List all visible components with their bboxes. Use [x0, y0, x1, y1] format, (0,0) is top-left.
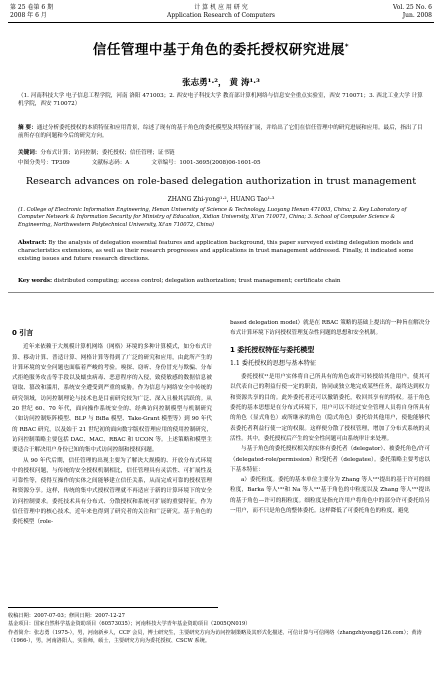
keywords-en — [18, 278, 424, 286]
affiliation-cn: （1. 河南科技大学 电子信息工程学院，河南 洛阳 471003；2. 西安电子科技大学 教育部计算机网络与信息安全重点实验室，西安 710071；3. 西北工业大学 计算机学院，西安 710072） — [18, 93, 423, 107]
section1-paragraph-1: 委托授权¹¹是用户实体将自己所具有的角色或许可转授给其他用户，使其可以代表自己的利益行使一定的职责，协同或独立地完成某些任务，最终达到权力和资源共享的目的。此外委托者还可以撤销委托，收回其享有的特权。基于角色委托的基本思想是在分布式环境下，用户可以不经过安全管理人员将自身所具有的角色（显式角色）或所继承的角色（隐式角色）委托给其他用户，使他能够代表委托者利益行使一定的权限。这样便分散了授权管理，增加了分布式系统的灵活性。其中，委托授权后产生的安全性问题可由系统审计来处理。 — [230, 374, 430, 442]
abstract-en-text: By the analysis of delegation essential features and application background, this paper surveyed existing delegation models and characteristics extensions, as well as their research progresses and applications in trust management addressed. Finally, it indicated some existing issues and future research directions. — [18, 240, 414, 262]
abstract-cn-text: 通过分析委托授权的本质特征和应用背景，综述了现有的基于角色的委托模型及其特征扩展，并给出了它们在信任管理中的研究进展和应用。最后，指出了目前所存在的问题和今后的研究方向。 — [18, 125, 423, 139]
abstract-cn-label: 摘 要： — [18, 125, 37, 131]
authors-en: ZHANG Zhi-yong¹·², HUANG Tao¹·³ — [167, 196, 275, 203]
article-number: 文章编号：1001-3695(2008)06-1601-05 — [151, 160, 261, 166]
header-rule — [8, 22, 434, 23]
document-code: 文献标志码：A — [91, 160, 130, 166]
author-bio: 作者简介：张志勇（1975-），男，河南新乡人，CCF 会员，博士研究生，主要研究方向为访问控制策略及其形式化描述、可信计算与可信网络（zhangzhiyong@126.com）；黄涛（1966-），男，河南洛阳人，实验师，硕士，主要研究方向为委托授权、CSCW 系统。 — [8, 629, 422, 645]
keywords-en-label: Key words: — [18, 278, 53, 284]
clc-number: 中图分类号：TP309 — [18, 160, 70, 166]
intro-paragraph-2: 从 90 年代后期，信任管理的出现主要为了解决大规模的、开放分布式环境中的授权问题，与传统的安全授权机制相比，信任管理具有灵活性、可扩展性及可靠性等，使得互操作的实体之间能够建立信任关系，从而完成可靠的授权管理和资源分享。这样，传统的集中式授权管理就不再适应于新的计算环境下的安全访问控制要求。委托技术具有分布式、分散授权和系统可扩展的重要特征，作为信任管理中的核心技术，近年来也得到了研究者的关注和广泛研究。基于角色的委托模型（role- — [12, 457, 212, 526]
footnote-rule — [8, 607, 218, 608]
keywords-cn-text: 分布式计算；访问控制；委托授权；信任管理；证书链 — [40, 150, 175, 156]
paper-title-cn: 信任管理中基于角色的委托授权研究进展* — [92, 42, 350, 58]
issue-date-en: Jun. 2008 — [402, 12, 432, 19]
footnote — [8, 612, 434, 646]
authors-cn: 张志勇¹·²， 黄 涛¹·³ — [182, 78, 260, 88]
keywords-cn-label: 关键词： — [18, 150, 41, 156]
classification-line — [18, 158, 424, 166]
continued-paragraph: based delegation model）就是在 RBAC 策略的基础上提出的一种旨在解决分布式计算环境下访问授权管理复杂性问题的思想和安全机制。 — [230, 320, 430, 337]
journal-volume-en — [393, 4, 432, 20]
journal-name — [0, 4, 442, 20]
right-column — [230, 318, 430, 516]
section1-paragraph-2: 与基于角色的委托授权相关的实体有委托者（delegator）、被委托角色/许可（delegated-role/permission）和受托者（delegatee）。委托策略主要考虑以下基本特征： — [230, 446, 430, 473]
abstract-en-label: Abstract: — [18, 240, 47, 246]
subsection-heading-1-1: 1.1 委托授权的思想与基本特征 — [230, 359, 317, 367]
keywords-cn — [18, 148, 424, 156]
issue-date: 2008 年 6 月 — [10, 12, 47, 19]
section-heading-intro: 0 引言 — [12, 329, 34, 337]
abstract-separator — [8, 292, 434, 293]
keywords-en-text: distributed computing; access control; delegation authorization; trust management; certificate chain — [53, 278, 341, 284]
volume-issue-en: Vol. 25 No. 6 — [392, 4, 432, 11]
abstract-cn — [18, 124, 424, 140]
journal-name-en: Application Research of Computers — [166, 12, 276, 19]
fund-info: 基金项目：国家自然科学基金资助项目（60573035）；河南科技大学青年基金资助项目（2005QN019） — [8, 621, 251, 628]
affiliation-en: (1. College of Electronic Information Engineering, Henan University of Science & Technology, Luoyang Henan 471003, China; 2. Key Laboratory of Computer Network & Information Security for Ministry of Education, Xidian University, Xi'an 710071, China; 3. School of Computer Science & Engineering, Northwestern Polytechnical University, Xi'an 710072, China) — [18, 207, 407, 228]
paper-title-en: Research advances on role-based delegation authorization in trust management — [25, 176, 417, 187]
intro-paragraph-1: 近年来依赖于大规模计算机网络（网格）环境的多种计算模式，如分布式计算、移动计算、普适计算、网格计算等得到了广泛的研究和应用，由此所产生的计算环境的安全问题也面临着严峻的考验。嗅探、窃听、身份冒充与欺骗、分布式拒绝服务攻击等手段以及蠕虫病毒、恶意程序的入侵，致使敏感的数据信息被窃取、篡改和滥用，系统安全遭受到严重的威胁。作为信息与网络安全中传统的研究领域，访问控制理论与技术也是目前研究较为广泛、深入且极其活跃的。从 20 世纪 60、70 年代，面向操作系统安全的、经典访问控制模型与机制研究（如访问控制矩阵模型、BLP 与 BiBa 模型、Take-Grant 模型等）到 90 年代的 RBAC 研究，以及始于 21 世纪初的面向数字版权管理应用的使用控制研究，访问控制策略主要包括 DAC、MAC、RBAC 和 UCON 等。上述策略和模型主要适合于解决用户身份已知的集中式访问控制和授权问题。 — [12, 344, 212, 454]
section-heading-1: 1 委托授权特征与委托模型 — [230, 345, 315, 354]
volume-issue: 第 25 卷第 6 期 — [10, 4, 54, 11]
left-column — [12, 322, 212, 528]
section1-paragraph-3: a）委托粒度。委托的基本单位主要分为 Zhang 等人¹²¹提出的基于许可的细粒度，Barka 等人¹³¹和 Na 等人¹⁴¹基于角色的中粒度以及 Zhang 等人¹⁵¹提出的基于角色—许可的粗粒度。细粒度是指允许用户将角色中的部分许可委托给另一用户，而不只是角色的整体委托。这样降低了可委托角色的粒度，避免 — [230, 477, 430, 515]
received-dates: 收稿日期：2007-07-03；修回日期：2007-12-27 — [8, 613, 125, 619]
abstract-en — [18, 240, 424, 263]
journal-name-cn: 计 算 机 应 用 研 究 — [194, 4, 248, 11]
